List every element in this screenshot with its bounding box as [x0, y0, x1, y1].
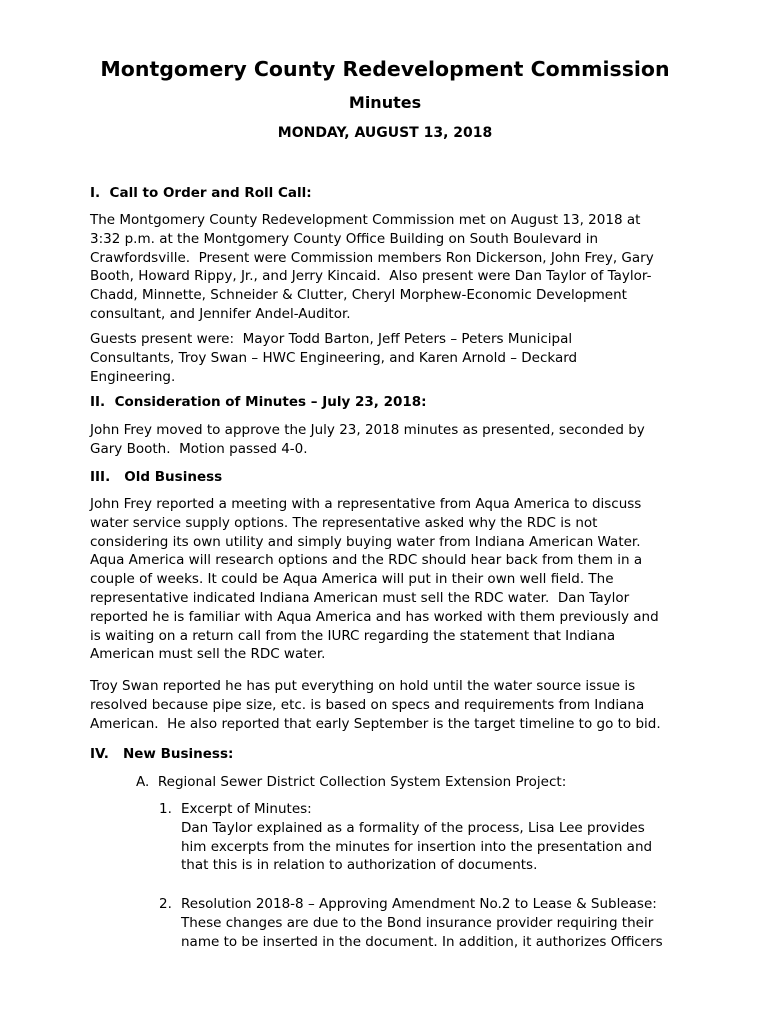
old-business-paragraph-1: [90, 495, 690, 664]
section-heading-new-business: IV. New Business:: [90, 746, 234, 762]
text-line: Consultants, Troy Swan – HWC Engineering, and Karen Arnold – Deckard: [90, 349, 578, 366]
text-line: These changes are due to the Bond insurance provider requiring their: [181, 914, 654, 931]
text-line: American. He also reported that early September is the target timeline to go to bid.: [90, 715, 661, 732]
text-line: Engineering.: [90, 368, 176, 385]
list-item-a: A. Regional Sewer District Collection System Extension Project:: [136, 774, 567, 790]
text-line: John Frey reported a meeting with a representative from Aqua America to discuss: [90, 496, 642, 512]
meeting-date: MONDAY, AUGUST 13, 2018: [277, 125, 493, 141]
text-line: Dan Taylor explained as a formality of the process, Lisa Lee provides: [181, 819, 645, 836]
text-line: couple of weeks. It could be Aqua America will put in their own well field. The: [90, 571, 614, 588]
text-line: consultant, and Jennifer Andel-Auditor.: [90, 305, 351, 322]
list-item-resolution-2018-8: [181, 895, 701, 951]
document-subtitle: Minutes: [348, 93, 422, 112]
text-line: John Frey moved to approve the July 23, 2018 minutes as presented, seconded by: [90, 422, 645, 438]
text-line: him excerpts from the minutes for insertion into the presentation and: [181, 838, 653, 855]
text-line: The Montgomery County Redevelopment Commission met on August 13, 2018 at: [90, 212, 641, 228]
document-title: Montgomery County Redevelopment Commission: [100, 57, 670, 81]
text-line: Resolution 2018-8 – Approving Amendment No.2 to Lease & Sublease:: [181, 896, 657, 912]
text-line: that this is in relation to authorization of documents.: [181, 857, 538, 874]
list-number-1: 1.: [159, 801, 172, 817]
text-line: Gary Booth. Motion passed 4-0.: [90, 440, 308, 457]
text-line: reported he is familiar with Aqua America and has worked with them previously and: [90, 608, 659, 625]
list-item-excerpt-of-minutes: [181, 800, 701, 875]
text-line: name to be inserted in the document. In addition, it authorizes Officers: [181, 933, 663, 950]
guests-paragraph: [90, 330, 690, 386]
text-line: resolved because pipe size, etc. is based on specs and requirements from Indiana: [90, 696, 645, 713]
list-number-2: 2.: [159, 896, 172, 912]
text-line: Aqua America will research options and the RDC should hear back from them in a: [90, 552, 643, 569]
call-to-order-paragraph: [90, 211, 690, 324]
text-line: considering its own utility and simply buying water from Indiana American Water.: [90, 533, 641, 550]
text-line: Chadd, Minnette, Schneider & Clutter, Cheryl Morphew-Economic Development: [90, 287, 627, 304]
text-line: Troy Swan reported he has put everything on hold until the water source issue is: [90, 678, 636, 694]
text-line: 3:32 p.m. at the Montgomery County Office Building on South Boulevard in: [90, 230, 599, 247]
text-line: Crawfordsville. Present were Commission members Ron Dickerson, John Frey, Gary: [90, 249, 654, 266]
text-line: water service supply options. The representative asked why the RDC is not: [90, 514, 598, 531]
text-line: representative indicated Indiana American must sell the RDC water. Dan Taylor: [90, 589, 630, 606]
section-heading-old-business: III. Old Business: [90, 469, 223, 485]
minutes-paragraph: [90, 421, 690, 459]
section-heading-call-to-order: I. Call to Order and Roll Call:: [90, 185, 312, 201]
text-line: Booth, Howard Rippy, Jr., and Jerry Kincaid. Also present were Dan Taylor of Taylor-: [90, 268, 652, 285]
text-line: is waiting on a return call from the IURC regarding the statement that Indiana: [90, 627, 616, 644]
old-business-paragraph-2: [90, 677, 690, 733]
text-line: Excerpt of Minutes:: [181, 801, 312, 817]
text-line: American must sell the RDC water.: [90, 646, 326, 663]
section-heading-minutes: II. Consideration of Minutes – July 23, 2018:: [90, 394, 427, 410]
text-line: Guests present were: Mayor Todd Barton, Jeff Peters – Peters Municipal: [90, 331, 573, 347]
